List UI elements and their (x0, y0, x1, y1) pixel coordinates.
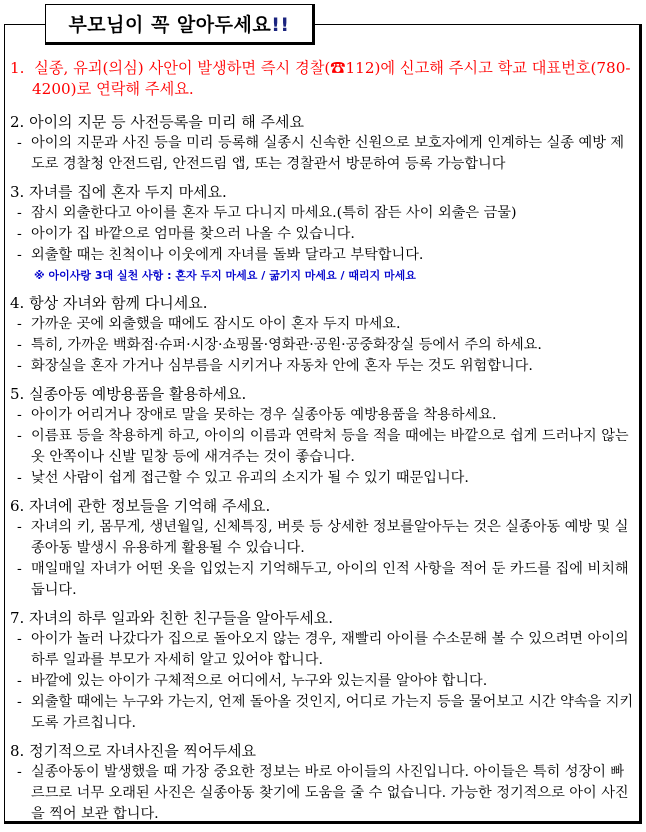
bullet-marker: - (17, 470, 22, 486)
practice-note: ※ 아이사랑 3대 실천 사항 : 혼자 두지 마세요 / 굶기지 마세요 / 때리지 마세요 (34, 269, 416, 282)
section-title: 5. 실종아동 예방용품을 활용하세요. (10, 385, 247, 403)
bullet-marker: - (17, 337, 22, 353)
bullet-text: 외출할 때는 친척이나 이웃에게 자녀를 돌봐 달라고 부탁합니다. (31, 247, 424, 263)
bullet-item (10, 335, 634, 356)
bullet-text: 화장실을 혼자 가거나 심부름을 시키거나 자동차 안에 혼자 두는 것도 위험합니다. (31, 358, 533, 374)
bullet-marker: - (17, 358, 22, 374)
section-7 (10, 608, 634, 734)
bullet-text: 바깥에 있는 아이가 구체적으로 어디에서, 누구와 있는지를 알아야 합니다. (31, 673, 488, 689)
bullet-marker: - (17, 519, 22, 535)
bullet-marker: - (17, 247, 22, 263)
bullet-item (10, 671, 634, 692)
bullet-marker: - (17, 316, 22, 332)
title-exclaim: !! (271, 14, 290, 36)
bullet-text: 아이가 어리거나 장애로 말을 못하는 경우 실종아동 예방용품을 착용하세요. (31, 407, 497, 423)
bullet-marker: - (17, 135, 22, 151)
bullet-item (10, 629, 634, 671)
bullet-text: 특히, 가까운 백화점·슈퍼·시장·쇼핑몰·영화관·공원·공중화장실 등에서 주의 하세요. (31, 337, 542, 353)
section-4 (10, 293, 634, 377)
bullet-item (10, 517, 634, 559)
bullet-marker: - (17, 631, 22, 647)
bullet-text: 이름표 등을 착용하게 하고, 아이의 이름과 연락처 등을 적을 때에는 바깥으로 쉽게 드러나지 않는 옷 안쪽이나 신발 밑창 등에 새겨주는 것이 좋습니다. (31, 428, 629, 465)
bullet-text: 실종아동이 발생했을 때 가장 중요한 정보는 바로 아이들의 사진입니다. 아이들은 특히 성장이 빠르므로 너무 오래된 사진은 실종아동 찾기에 도움을 줄 수 없습니다. 가능한 정기적으로 아이 사진을 찍어 보관 합니다. (31, 764, 629, 822)
section-6 (10, 496, 634, 601)
section-2 (10, 112, 634, 175)
section-title: 6. 자녀에 관한 정보들을 기억해 주세요. (10, 497, 271, 515)
bullet-marker: - (17, 694, 22, 710)
bullet-text: 외출할 때에는 누구와 가는지, 언제 돌아올 것인지, 어디로 가는지 등을 물어보고 시간 약속을 지키도록 가르칩니다. (31, 694, 634, 731)
bullet-text: 낯선 사람이 쉽게 접근할 수 있고 유괴의 소지가 될 수 있기 때문입니다. (31, 470, 469, 486)
section-title: 2. 아이의 지문 등 사전등록을 미리 해 주세요 (10, 113, 305, 131)
notice-content (10, 58, 634, 832)
urgent-number: 1. (10, 59, 25, 77)
urgent-text: 실종, 유괴(의심) 사안이 발생하면 즉시 경찰(☎112)에 신고해 주시고 학교 대표번호(780-4200)로 연락해 주세요. (32, 59, 631, 98)
bullet-text: 가까운 곳에 외출했을 때에도 잠시도 아이 혼자 두지 마세요. (31, 316, 401, 332)
bullet-item (10, 203, 634, 224)
section-title: 4. 항상 자녀와 함께 다니세요. (10, 294, 208, 312)
bullet-item (10, 224, 634, 245)
section-8 (10, 741, 634, 825)
title-text: 부모님이 꼭 알아두세요 (68, 14, 272, 36)
bullet-marker: - (17, 428, 22, 444)
bullet-marker: - (17, 407, 22, 423)
bullet-marker: - (17, 764, 22, 780)
bullet-marker: - (17, 226, 22, 242)
bullet-text: 아이의 지문과 사진 등을 미리 등록해 실종시 신속한 신원으로 보호자에게 인계하는 실종 예방 제도로 경찰청 안전드림, 안전드림 앱, 또는 경찰관서 방문하여 등록 가능합니다 (31, 135, 625, 172)
bullet-marker: - (17, 561, 22, 577)
bullet-text: 아이가 놀러 나갔다가 집으로 돌아오지 않는 경우, 재빨리 아이를 수소문해 볼 수 있으려면 아이의 하루 일과를 부모가 자세히 알고 있어야 합니다. (31, 631, 629, 668)
section-title: 3. 자녀를 집에 혼자 두지 마세요. (10, 183, 227, 201)
section-title: 7. 자녀의 하루 일과와 친한 친구들을 알아두세요. (10, 609, 333, 627)
bullet-item (10, 314, 634, 335)
bullet-item (10, 468, 634, 489)
bullet-item (10, 426, 634, 468)
bullet-item (10, 692, 634, 734)
bullet-item (10, 245, 634, 266)
bullet-text: 아이가 집 바깥으로 엄마를 찾으러 나올 수 있습니다. (31, 226, 355, 242)
bullet-marker: - (17, 673, 22, 689)
bullet-text: 자녀의 키, 몸무게, 생년월일, 신체특징, 버릇 등 상세한 정보를알아두는 것은 실종아동 예방 및 실종아동 발생시 유용하게 활용될 수 있습니다. (31, 519, 629, 556)
section-5 (10, 384, 634, 489)
bullet-text: 매일매일 자녀가 어떤 옷을 입었는지 기억해두고, 아이의 인적 사항을 적어 둔 카드를 집에 비치해 둡니다. (31, 561, 629, 598)
title-box (45, 4, 315, 45)
bullet-marker: - (17, 205, 22, 221)
page-title (68, 10, 289, 37)
bullet-text: 잠시 외출한다고 아이를 혼자 두고 다니지 마세요.(특히 잠든 사이 외출은 금물) (31, 205, 517, 221)
bullet-item (10, 405, 634, 426)
bullet-item (10, 762, 634, 825)
bullet-item (10, 133, 634, 175)
section-title: 8. 정기적으로 자녀사진을 찍어두세요 (10, 742, 256, 760)
bullet-item (10, 559, 634, 601)
section-3 (10, 182, 634, 286)
bullet-item (10, 356, 634, 377)
urgent-notice (10, 58, 634, 100)
